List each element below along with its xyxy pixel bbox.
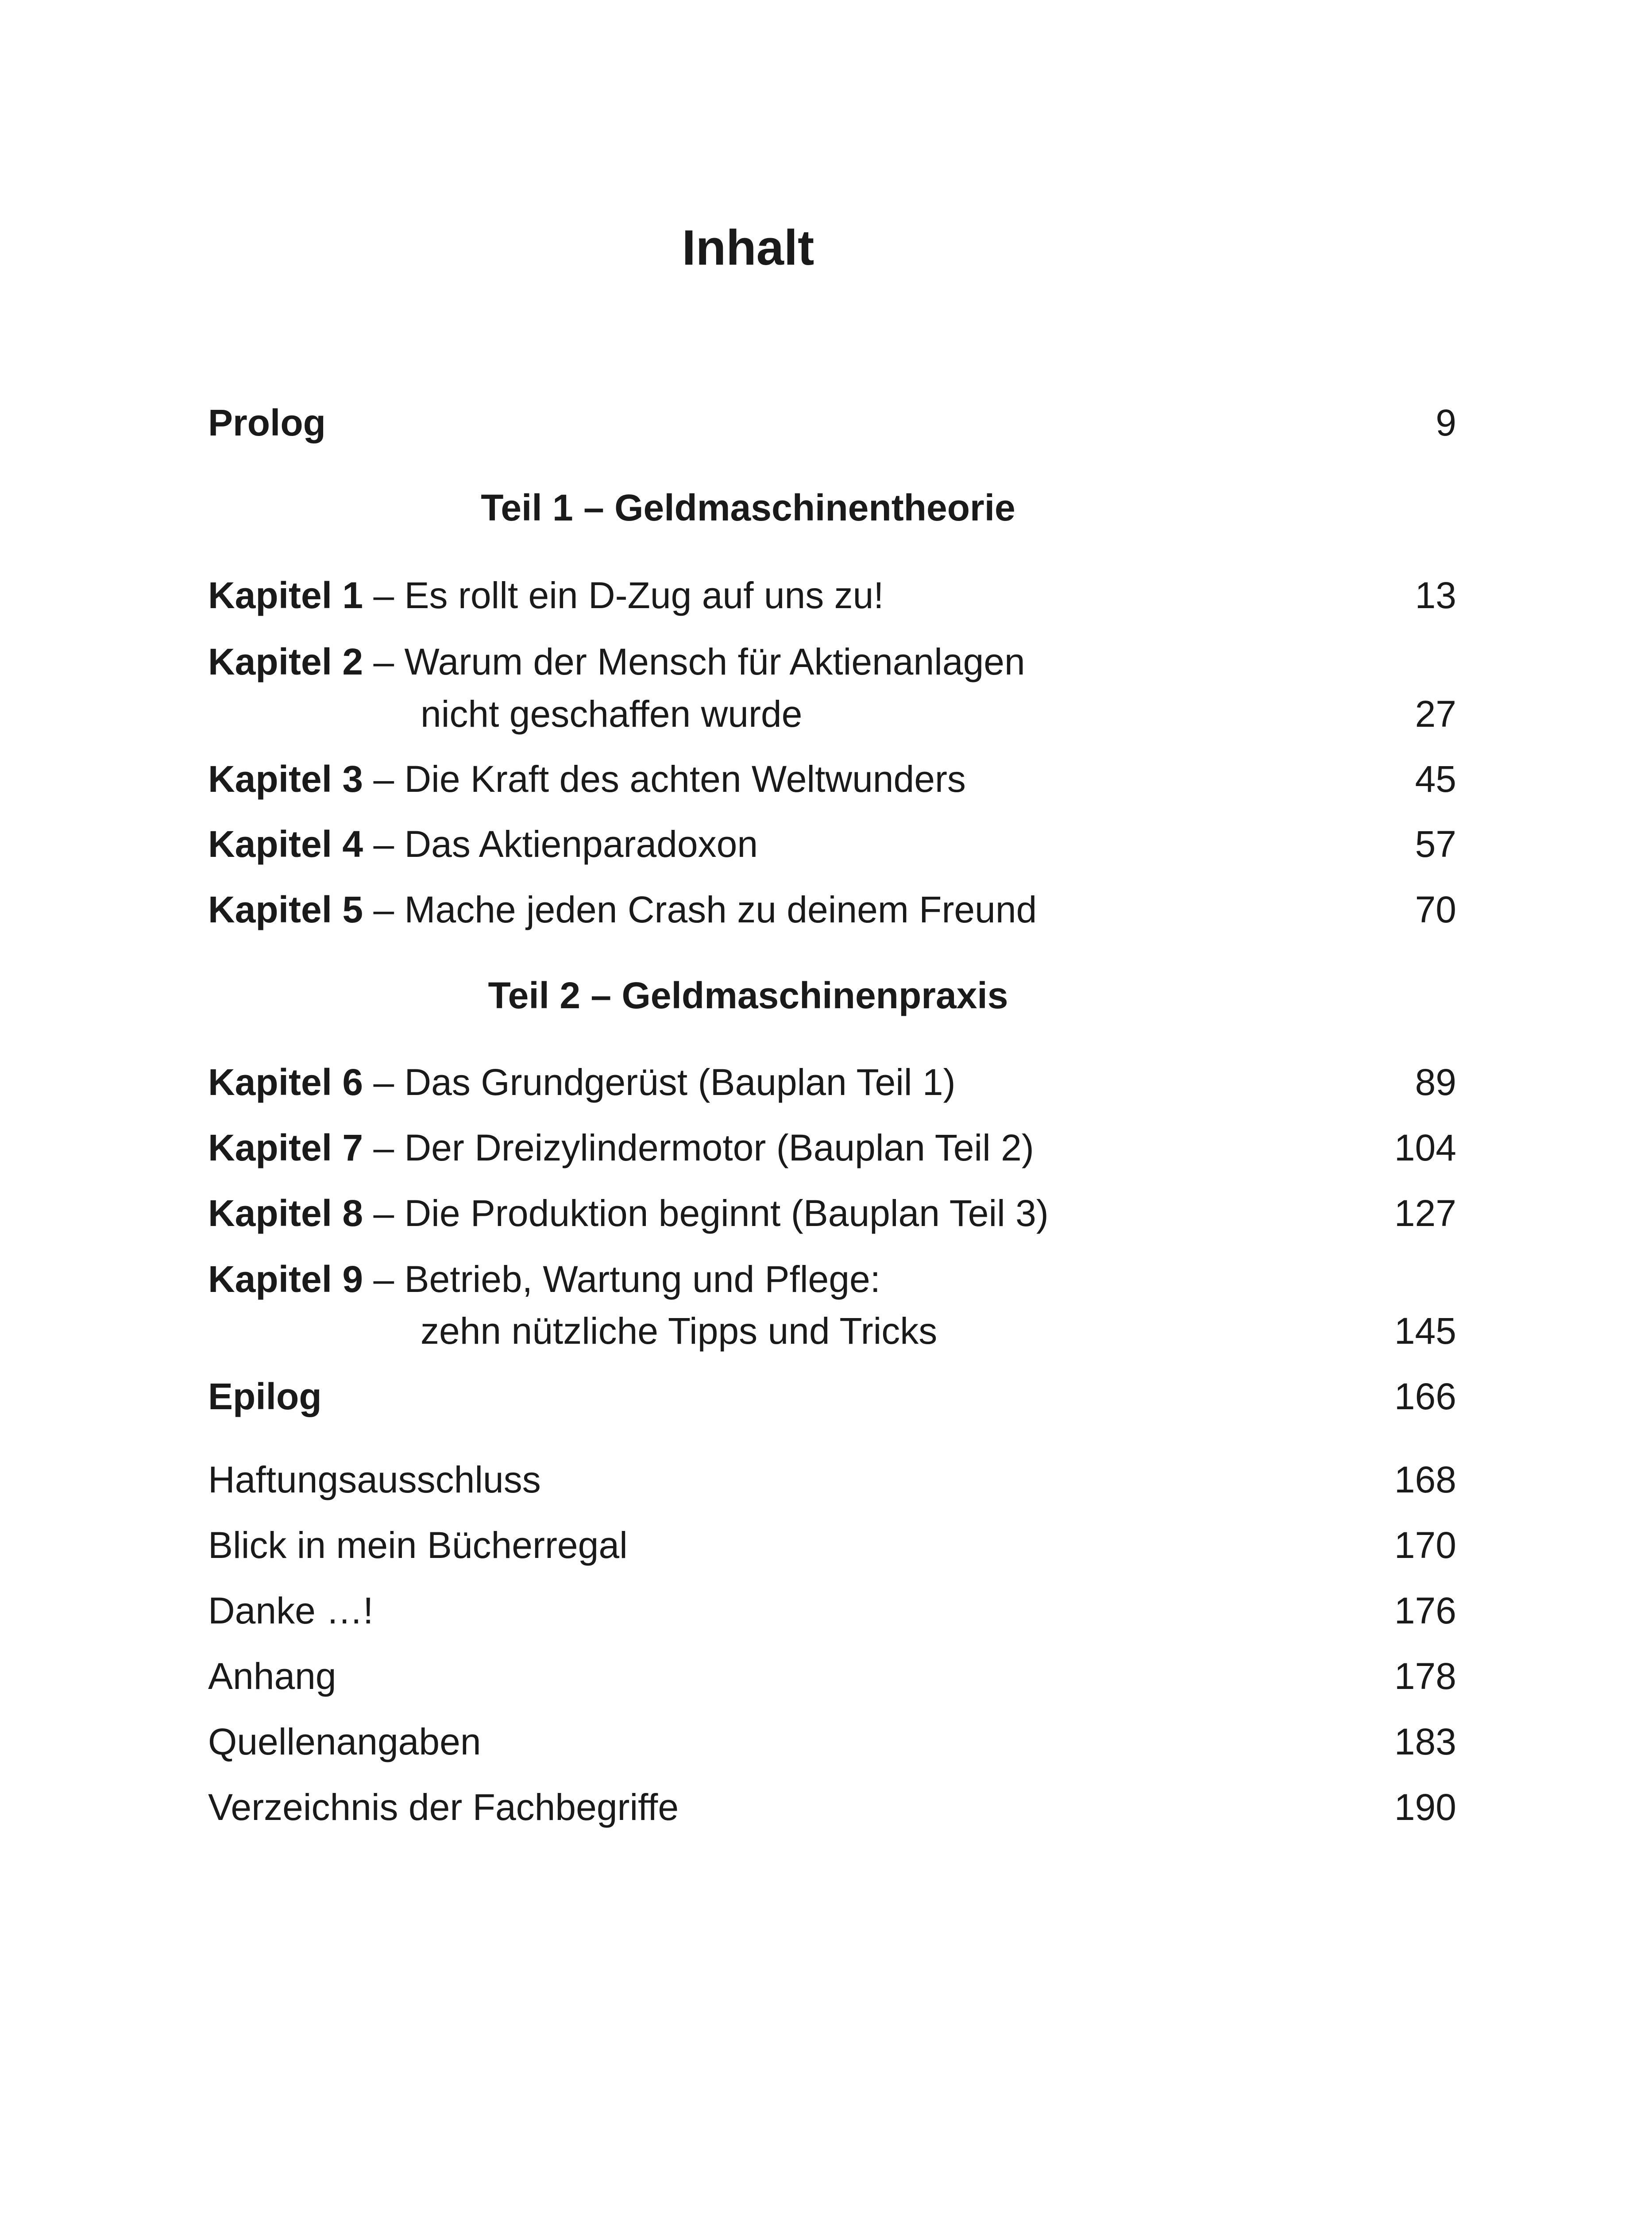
chapter-title: – Die Produktion beginnt (Bauplan Teil 3)	[363, 1192, 1049, 1234]
toc-entry-kapitel-8[interactable]	[208, 1189, 1456, 1238]
entry-label: Haftungsausschluss	[208, 1459, 541, 1500]
chapter-prefix: Kapitel 5	[208, 889, 363, 930]
page-number: 166	[1394, 1376, 1456, 1417]
toc-entry-buecherregal[interactable]	[208, 1521, 1456, 1569]
chapter-title: – Es rollt ein D-Zug auf uns zu!	[363, 574, 884, 616]
part-heading-1: Teil 1 – Geldmaschinentheorie	[481, 487, 1015, 528]
toc-entry-kapitel-9[interactable]	[208, 1255, 1456, 1303]
chapter-prefix: Kapitel 9	[208, 1258, 363, 1300]
chapter-title: – Die Kraft des achten Weltwunders	[363, 758, 966, 800]
page-number: 190	[1394, 1786, 1456, 1828]
chapter-prefix: Kapitel 8	[208, 1192, 363, 1234]
toc-entry-kapitel-2[interactable]	[208, 637, 1456, 686]
toc-entry-quellenangaben[interactable]	[208, 1717, 1456, 1766]
page-number: 183	[1394, 1721, 1456, 1762]
toc-entry-fachbegriffe[interactable]	[208, 1783, 1456, 1831]
entry-label: Blick in mein Bücherregal	[208, 1524, 628, 1566]
entry-label: Prolog	[208, 402, 326, 443]
chapter-title-continued: nicht geschaffen wurde	[421, 693, 803, 735]
toc-entry-prolog[interactable]	[208, 398, 1456, 447]
page-number: 89	[1415, 1061, 1456, 1103]
entry-label: Anhang	[208, 1655, 336, 1697]
page-number: 57	[1415, 823, 1456, 865]
toc-entry-kapitel-4[interactable]	[208, 820, 1456, 868]
toc-entry-haftungsausschluss[interactable]	[208, 1455, 1456, 1504]
page-number: 9	[1436, 402, 1456, 443]
toc-entry-kapitel-3[interactable]	[208, 755, 1456, 803]
chapter-title: – Betrieb, Wartung und Pflege:	[363, 1258, 881, 1300]
toc-entry-kapitel-7[interactable]	[208, 1123, 1456, 1172]
entry-label: Danke …!	[208, 1590, 374, 1631]
entry-label: Epilog	[208, 1376, 322, 1417]
page-number: 70	[1415, 889, 1456, 930]
chapter-title: – Der Dreizylindermotor (Bauplan Teil 2)	[363, 1127, 1034, 1168]
toc-entry-kapitel-2-cont[interactable]	[208, 690, 1456, 738]
chapter-title: – Das Grundgerüst (Bauplan Teil 1)	[363, 1061, 956, 1103]
chapter-prefix: Kapitel 4	[208, 823, 363, 865]
page-number: 168	[1394, 1459, 1456, 1500]
page-number: 27	[1415, 693, 1456, 735]
toc-entry-anhang[interactable]	[208, 1652, 1456, 1700]
toc-entry-kapitel-6[interactable]	[208, 1058, 1456, 1106]
chapter-title: – Mache jeden Crash zu deinem Freund	[363, 889, 1037, 930]
page-number: 170	[1394, 1524, 1456, 1566]
toc-entry-kapitel-1[interactable]	[208, 571, 1456, 620]
toc-entry-danke[interactable]	[208, 1586, 1456, 1635]
toc-entry-kapitel-5[interactable]	[208, 885, 1456, 934]
part-heading-2: Teil 2 – Geldmaschinenpraxis	[488, 975, 1008, 1016]
page-title: Inhalt	[682, 220, 814, 275]
entry-label: Verzeichnis der Fachbegriffe	[208, 1786, 679, 1828]
chapter-title: – Das Aktienparadoxon	[363, 823, 758, 865]
page-number: 145	[1394, 1310, 1456, 1352]
chapter-title: – Warum der Mensch für Aktienanlagen	[363, 641, 1025, 682]
toc-entry-epilog[interactable]	[208, 1372, 1456, 1421]
page-number: 104	[1394, 1127, 1456, 1168]
entry-label: Quellenangaben	[208, 1721, 481, 1762]
chapter-prefix: Kapitel 7	[208, 1127, 363, 1168]
chapter-prefix: Kapitel 1	[208, 574, 363, 616]
page-number: 45	[1415, 758, 1456, 800]
page-number: 176	[1394, 1590, 1456, 1631]
chapter-prefix: Kapitel 3	[208, 758, 363, 800]
page-number: 127	[1394, 1192, 1456, 1234]
page-number: 13	[1415, 574, 1456, 616]
chapter-prefix: Kapitel 2	[208, 641, 363, 682]
page-number: 178	[1394, 1655, 1456, 1697]
chapter-prefix: Kapitel 6	[208, 1061, 363, 1103]
chapter-title-continued: zehn nützliche Tipps und Tricks	[421, 1310, 938, 1352]
toc-entry-kapitel-9-cont[interactable]	[208, 1307, 1456, 1355]
